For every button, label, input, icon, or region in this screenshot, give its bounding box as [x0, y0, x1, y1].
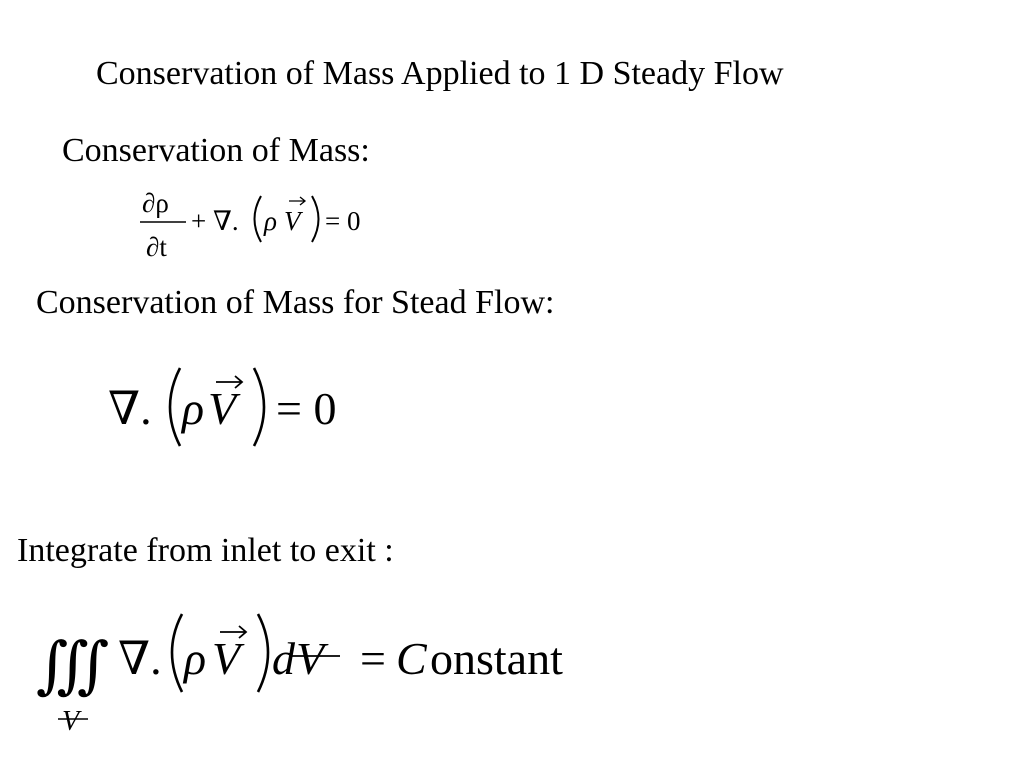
- section-heading-conservation-of-mass: Conservation of Mass:: [62, 132, 370, 169]
- eq3-operator: ∇.: [118, 633, 162, 684]
- right-paren: [312, 196, 319, 242]
- left-paren: [172, 614, 182, 692]
- left-paren: [255, 196, 262, 242]
- eq2-rhs: = 0: [276, 383, 337, 434]
- eq3-rhs-rest: onstant: [430, 633, 563, 684]
- eq1-numerator: ∂ρ: [142, 188, 169, 218]
- right-paren: [258, 614, 268, 692]
- left-paren: [170, 368, 180, 446]
- eq1-denominator: ∂t: [146, 232, 167, 262]
- right-paren: [254, 368, 264, 446]
- eq2-vector: V: [208, 383, 237, 434]
- slide-title: Conservation of Mass Applied to 1 D Steady Flow: [96, 55, 784, 92]
- eq1-rho: ρ: [264, 206, 277, 236]
- eq2-operator: ∇.: [108, 383, 152, 434]
- eq3-differential-volume: V: [296, 633, 325, 684]
- section-heading-steady-flow: Conservation of Mass for Stead Flow:: [36, 284, 555, 321]
- section-heading-integrate: Integrate from inlet to exit :: [17, 532, 394, 569]
- integral-limit-volume: V: [62, 706, 80, 737]
- equation-continuity: [138, 186, 398, 266]
- eq3-rho: ρ: [184, 633, 207, 684]
- eq2-rho: ρ: [182, 383, 205, 434]
- vector-arrow: [289, 197, 305, 205]
- equation-steady-continuity: [104, 362, 374, 457]
- equation-integral: [34, 602, 614, 742]
- eq1-operator: + ∇.: [191, 206, 239, 236]
- eq3-differential-d: d: [272, 633, 295, 684]
- eq3-equals: =: [360, 633, 386, 684]
- eq3-vector: V: [212, 633, 241, 684]
- eq3-rhs-initial: C: [396, 633, 427, 684]
- eq1-rhs: = 0: [325, 206, 361, 236]
- eq1-vector: V: [284, 206, 301, 236]
- triple-integral-sign: ∭: [36, 632, 110, 700]
